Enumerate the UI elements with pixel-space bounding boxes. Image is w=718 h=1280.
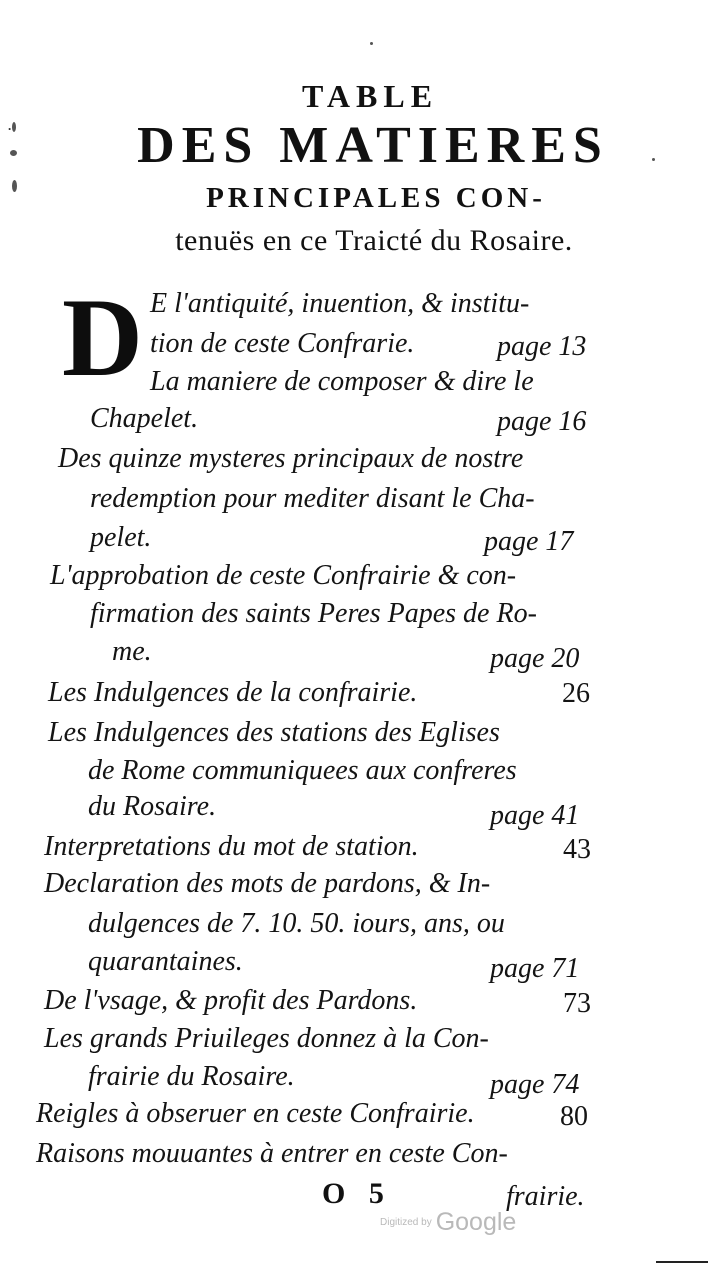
toc-entry-line: de Rome communiquees aux confreres	[88, 755, 517, 786]
watermark-digitized-by: Digitized by	[380, 1217, 432, 1228]
toc-page-ref: page 17	[484, 526, 574, 557]
toc-page-ref: page 16	[497, 406, 587, 437]
header-table: TABLE	[301, 78, 439, 114]
watermark-google: Google	[435, 1208, 517, 1236]
toc-page-ref: 73	[563, 988, 591, 1019]
google-watermark	[380, 1208, 516, 1237]
toc-entry-line: De l'vsage, & profit des Pardons.	[44, 985, 418, 1016]
toc-entry-line: Declaration des mots de pardons, & In-	[44, 868, 491, 899]
toc-entry-line: Les Indulgences des stations des Eglises	[48, 717, 500, 748]
toc-entry-line: quarantaines.	[88, 946, 243, 977]
header-des-matieres: DES MATIERES	[137, 117, 609, 174]
header-principales: PRINCIPALES CON-	[206, 182, 546, 214]
toc-entry-line: dulgences de 7. 10. 50. iours, ans, ou	[88, 908, 505, 939]
toc-entry-line: pelet.	[90, 522, 152, 553]
toc-page-ref: 43	[563, 834, 591, 865]
drop-cap: D	[62, 276, 143, 400]
toc-entry-line: Des quinze mysteres principaux de nostre	[58, 443, 524, 474]
toc-entry-line: Chapelet.	[90, 403, 199, 434]
toc-page-ref: page 20	[490, 643, 580, 674]
toc-page-ref: page 74	[490, 1069, 580, 1100]
toc-page-ref: page 71	[490, 953, 580, 984]
toc-page-ref: page 13	[497, 331, 587, 362]
toc-entry-line: firmation des saints Peres Papes de Ro-	[90, 598, 537, 629]
toc-entry-line: du Rosaire.	[88, 791, 217, 822]
toc-entry-line: Raisons mouuantes à entrer en ceste Con-	[36, 1138, 508, 1169]
toc-page-ref: 26	[562, 678, 590, 709]
toc-entry-line: frairie du Rosaire.	[88, 1061, 295, 1092]
toc-entry-line: tion de ceste Confrarie.	[150, 328, 415, 359]
toc-entry-line: La maniere de composer & dire le	[150, 366, 534, 397]
header-subtitle: tenuës en ce Traicté du Rosaire.	[175, 224, 573, 257]
toc-entry-line: Reigles à obseruer en ceste Confrairie.	[36, 1098, 475, 1129]
bottom-rule	[656, 1261, 708, 1263]
toc-page-ref: page 41	[490, 800, 580, 831]
catchword: frairie.	[506, 1181, 585, 1212]
toc-entry-line: me.	[112, 636, 152, 667]
toc-entry-line: Interpretations du mot de station.	[44, 831, 419, 862]
toc-entry-line: E l'antiquité, inuention, & institu-	[150, 288, 530, 319]
toc-entry-line: L'approbation de ceste Confrairie & con-	[50, 560, 517, 591]
toc-entry-line: Les grands Priuileges donnez à la Con-	[44, 1023, 489, 1054]
toc-entry-line: Les Indulgences de la confrairie.	[48, 677, 418, 708]
margin-mark: .	[8, 118, 12, 133]
signature-mark: O 5	[322, 1177, 392, 1210]
toc-entry-line: redemption pour mediter disant le Cha-	[90, 483, 535, 514]
toc-page-ref: 80	[560, 1101, 588, 1132]
margin-speck	[370, 42, 373, 45]
